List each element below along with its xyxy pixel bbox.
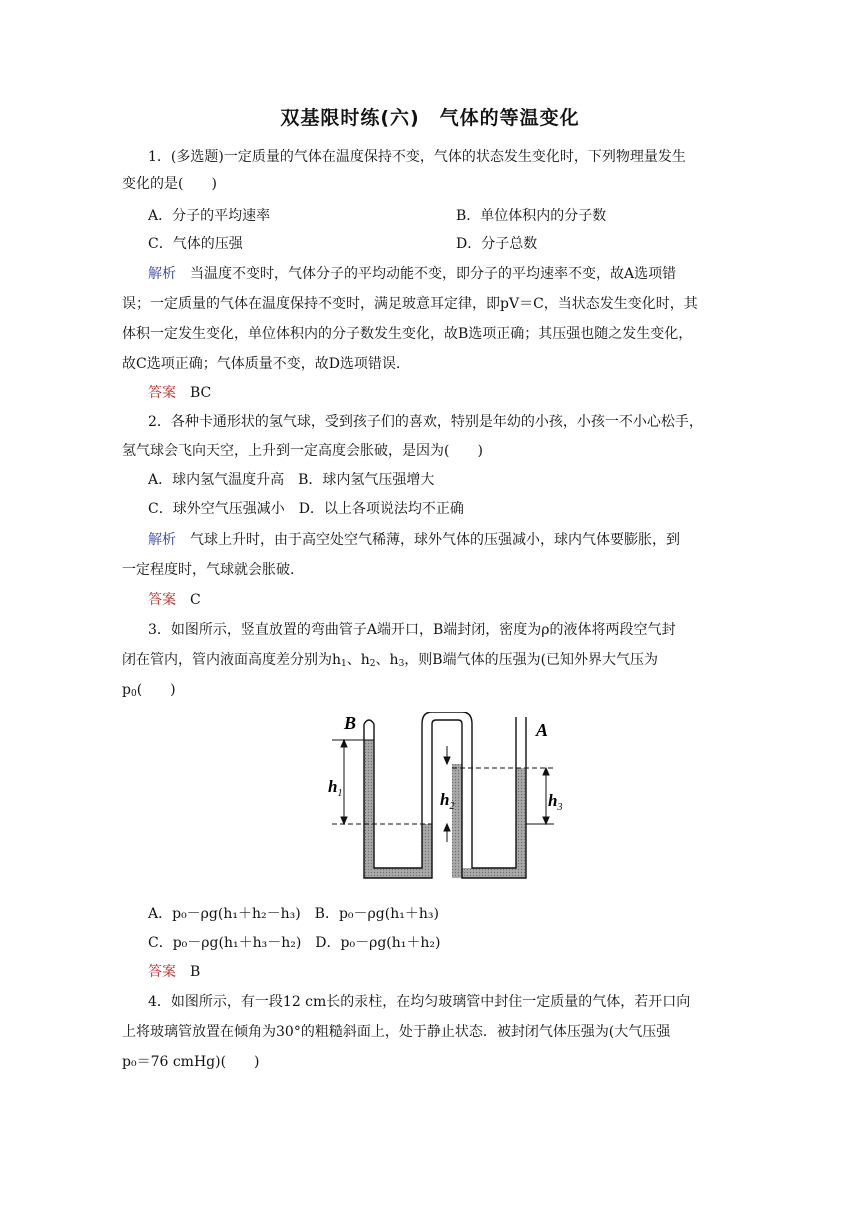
q1-stem-line2: 变化的是( )	[122, 176, 217, 192]
q2-stem-line1: 2．各种卡通形状的氢气球，受到孩子们的喜欢，特别是年幼的小孩，小孩一不小心松手，	[148, 414, 703, 430]
q4-stem-line2: 上将玻璃管放置在倾角为30°的粗糙斜面上，处于静止状态．被封闭气体压强为(大气压强	[122, 1024, 671, 1040]
q1-explanation-line4: 故C选项正确；气体质量不变，故D选项错误.	[122, 356, 401, 372]
label-a: A	[536, 720, 549, 740]
label-b: B	[344, 713, 357, 733]
q4-stem-line1: 4．如图所示，有一段12 cm长的汞柱，在均匀玻璃管中封住一定质量的气体，若开口向	[148, 994, 691, 1010]
q1-explanation-line2: 误；一定质量的气体在温度保持不变时，满足玻意耳定律，即pV＝C，当状态发生变化时，其	[122, 296, 698, 312]
q1-option-b: B．单位体积内的分子数	[456, 208, 607, 224]
q2-explanation-line1: 解析 气球上升时，由于高空处空气稀薄，球外气体的压强减小，球内气体要膨胀，到	[148, 532, 680, 548]
q1-option-a: A．分子的平均速率	[148, 208, 271, 224]
q1-option-d: D．分子总数	[456, 236, 538, 252]
q1-answer: 答案 BC	[148, 385, 212, 401]
q4-stem-line3: p₀＝76 cmHg)( )	[122, 1054, 260, 1070]
q2-answer: 答案 C	[148, 592, 201, 608]
q2-stem-line2: 氢气球会飞向天空，上升到一定高度会胀破，是因为( )	[122, 443, 483, 459]
label-h3: $h_3$	[548, 791, 563, 813]
q1-explanation-line1: 解析 当温度不变时，气体分子的平均动能不变，即分子的平均速率不变，故A选项错	[148, 266, 677, 282]
page-title: 双基限时练(六) 气体的等温变化	[280, 107, 580, 129]
q3-stem-line1: 3．如图所示，竖直放置的弯曲管子A端开口，B端封闭，密度为ρ的液体将两段空气封	[148, 622, 676, 638]
explanation-label: 解析	[148, 532, 176, 548]
answer-label: 答案	[148, 385, 176, 401]
q3-options-ab: A．p₀－ρg(h₁＋h₂－h₃) B．p₀－ρg(h₁＋h₃)	[148, 906, 439, 922]
answer-label: 答案	[148, 592, 176, 608]
q3-stem-line3: $p_0$( )	[122, 682, 176, 699]
liquid-column	[364, 740, 526, 878]
q3-answer: 答案 B	[148, 964, 201, 980]
label-h1: $h_1$	[328, 777, 343, 799]
q3-options-cd: C．p₀－ρg(h₁＋h₃－h₂) D．p₀－ρg(h₁＋h₂)	[148, 935, 441, 951]
label-h2: $h_2$	[440, 790, 455, 812]
q1-explanation-line3: 体积一定发生变化，单位体积内的分子数发生变化，故B选项正确；其压强也随之发生变化，	[122, 326, 693, 342]
q1-option-c: C．气体的压强	[148, 236, 243, 252]
q1-stem-line1: 1．(多选题)一定质量的气体在温度保持不变，气体的状态发生变化时，下列物理量发生	[148, 149, 686, 165]
q2-options-cd: C．球外空气压强减小 D．以上各项说法均不正确	[148, 501, 464, 517]
q2-explanation-line2: 一定程度时，气球就会胀破.	[122, 562, 295, 578]
q3-stem-line2: 闭在管内，管内液面高度差分别为$h_1$、$h_2$、$h_3$，则B端气体的压强为(已知外界大气压为	[122, 652, 659, 669]
explanation-label: 解析	[148, 266, 176, 282]
answer-label: 答案	[148, 964, 176, 980]
u-tube-figure	[316, 712, 576, 888]
q2-options-ab: A．球内氢气温度升高 B．球内氢气压强增大	[148, 472, 435, 488]
